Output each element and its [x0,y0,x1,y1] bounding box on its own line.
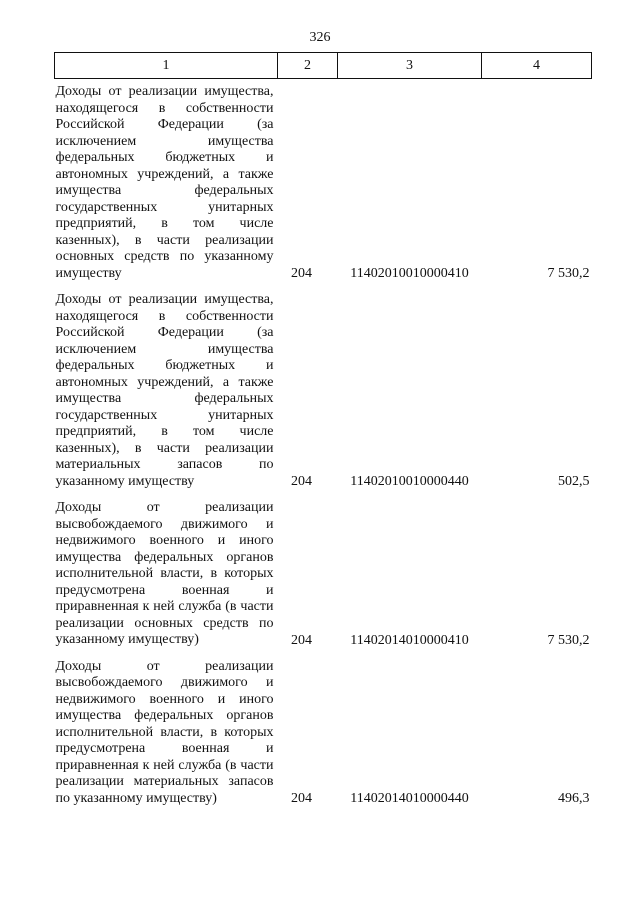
row-admin-code: 204 [291,474,312,489]
row-budget-code: 11402014010000410 [350,632,469,648]
column-header-1: 1 [55,53,278,79]
page-number: 326 [309,30,331,45]
row-amount: 7 530,2 [547,632,590,648]
column-header-2: 2 [278,53,338,79]
table-body [55,79,592,818]
row-admin-code: 204 [291,266,312,281]
row-admin-code: 204 [291,632,312,648]
row-amount: 502,5 [558,474,590,489]
column-header-4: 4 [482,53,592,79]
row-admin-code: 204 [291,791,312,806]
row-amount: 7 530,2 [547,266,590,281]
table-header [55,53,592,79]
row-description: Доходы от реализации высвобождаемого движимого и недвижимого военного и иного имущества федеральных органов исполнительной власти, в которых предусмотрена военная и приравненная к ней служба (в части реализации материальных запасов по указанному имуществу) [55,658,274,806]
revenue-table [54,52,592,817]
table-row [55,659,592,818]
row-budget-code: 11402010010000440 [350,474,469,489]
column-header-3: 3 [338,53,482,79]
table-row [55,79,592,293]
table-row [55,500,592,659]
row-description: Доходы от реализации имущества, находящегося в собственности Российской Федерации (за исключением имущества федеральных бюджетных и автономных учреждений, а также имущества федеральных государственных унитарных предприятий, в том числе казенных), в части реализации основных средств по указанному имуществу [55,84,274,281]
table-row [55,292,592,500]
row-description: Доходы от реализации имущества, находящегося в собственности Российской Федерации (за исключением имущества федеральных бюджетных и автономных учреждений, а также имущества федеральных государственных унитарных предприятий, в том числе казенных), в части реализации материальных запасов по указанному имуществу [55,292,274,489]
row-amount: 496,3 [558,791,590,806]
row-budget-code: 11402014010000440 [350,791,469,806]
row-description: Доходы от реализации высвобождаемого движимого и недвижимого военного и иного имущества федеральных органов исполнительной власти, в которых предусмотрена военная и приравненная к ней служба (в части реализации основных средств по указанному имуществу) [55,500,274,647]
row-budget-code: 11402010010000410 [350,266,469,281]
header-row [55,53,592,79]
